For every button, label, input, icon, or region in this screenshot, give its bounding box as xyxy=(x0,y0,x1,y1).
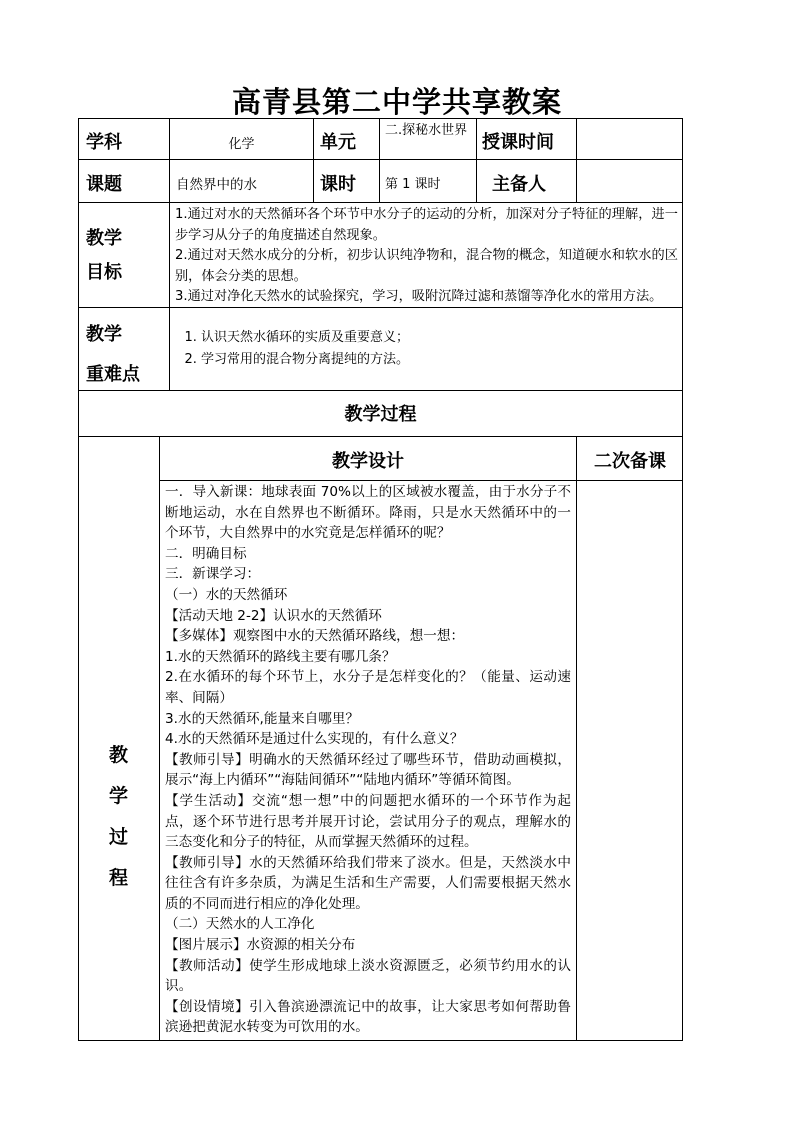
topic-label: 课题 xyxy=(86,174,122,195)
side-label-char: 程 xyxy=(108,867,128,889)
objective-item: 2.通过对天然水成分的分析，初步认识纯净物和，混合物的概念，知道硬水和软水的区别，体会分类的思想。 xyxy=(175,248,678,284)
page-title: 高青县第二中学共享教案 xyxy=(231,85,562,119)
objectives-list xyxy=(175,205,678,308)
design-line: 【教师引导】明确水的天然循环经过了哪些环节，借助动画模拟，展示“海上内循环”“海陆间循环”“陆地内循环”等循环简图。 xyxy=(165,751,571,789)
design-line: 【多媒体】观察图中水的天然循环路线，想一想： xyxy=(165,628,465,645)
design-line: 4.水的天然循环是通过什么实现的，有什么意义？ xyxy=(165,731,464,748)
second-prep-header: 二次备课 xyxy=(594,451,666,472)
objectives-label xyxy=(86,222,122,290)
process-side-label xyxy=(78,735,159,899)
design-line: 【创设情境】引入鲁滨逊漂流记中的故事，让大家思考如何帮助鲁滨逊把黄泥水转变为可饮用的水。 xyxy=(165,998,571,1036)
objectives-label-line2: 目标 xyxy=(86,262,122,283)
design-line: 【图片展示】水资源的相关分布 xyxy=(165,937,356,954)
objectives-label-line1: 教学 xyxy=(86,228,122,249)
design-line: 三．新课学习： xyxy=(165,566,261,583)
design-line: 二．明确目标 xyxy=(165,545,247,562)
subject-value: 化学 xyxy=(228,137,255,152)
period-value: 第 1 课时 xyxy=(385,177,441,192)
design-line: 【学生活动】交流“想一想”中的问题把水循环的一个环节作为起点，逐个环节进行思考并展开讨论，尝试用分子的观点，理解水的三态变化和分子的特征，从而掌握天然循环的过程。 xyxy=(165,792,571,851)
design-line: 2.在水循环的每个环节上，水分子是怎样变化的？（能量、运动速率、间隔） xyxy=(165,669,571,706)
design-line: 【教师引导】水的天然循环给我们带来了淡水。但是，天然淡水中往往含有许多杂质，为满足生活和生产需要，人们需要根据天然水质的不同而进行相应的净化处理。 xyxy=(165,854,571,912)
design-line: （二）天然水的人工净化 xyxy=(165,916,315,933)
class-time-label: 授课时间 xyxy=(482,132,554,153)
design-line: 【活动天地 2-2】认识水的天然循环 xyxy=(165,607,382,624)
subject-label: 学科 xyxy=(86,132,122,153)
design-line: （一）水的天然循环 xyxy=(165,586,288,603)
unit-value: 二.探秘水世界 xyxy=(385,123,468,138)
key-points-list xyxy=(175,327,675,371)
side-label-char: 过 xyxy=(108,826,128,848)
key-point-item: 2. 学习常用的混合物分离提纯的方法。 xyxy=(201,349,675,371)
teaching-design-header: 教学设计 xyxy=(332,451,404,472)
objective-item: 1.通过对水的天然循环各个环节中水分子的运动的分析，加深对分子特征的理解，进一步学习从分子的角度描述自然现象。 xyxy=(175,207,678,243)
process-section-title: 教学过程 xyxy=(344,404,417,425)
key-points-label xyxy=(86,315,140,395)
side-label-char: 学 xyxy=(108,785,128,807)
design-line: 【教师活动】使学生形成地球上淡水资源匮乏，必须节约用水的认识。 xyxy=(165,957,571,995)
design-line: 3.水的天然循环,能量来自哪里？ xyxy=(165,710,360,727)
unit-label: 单元 xyxy=(320,132,356,153)
key-points-label-line1: 教学 xyxy=(86,324,122,345)
objective-item: 3.通过对净化天然水的试验探究，学习，吸附沉降过滤和蒸馏等净化水的常用方法。 xyxy=(175,289,663,304)
side-label-char: 教 xyxy=(108,744,128,766)
key-point-item: 1. 认识天然水循环的实质及重要意义； xyxy=(201,327,675,349)
preparer-label: 主备人 xyxy=(492,174,546,195)
design-line: 一．导入新课：地球表面 70%以上的区域被水覆盖，由于水分子不断地运动，水在自然界也不断循环。降雨，只是水天然循环中的一个环节，大自然界中的水究竟是怎样循环的呢？ xyxy=(165,484,571,542)
topic-value: 自然界中的水 xyxy=(176,177,257,193)
design-line: 1.水的天然循环的路线主要有哪几条？ xyxy=(165,648,396,665)
key-points-label-line2: 重难点 xyxy=(86,364,140,385)
teaching-design-body xyxy=(165,482,571,1038)
period-label: 课时 xyxy=(320,174,356,195)
